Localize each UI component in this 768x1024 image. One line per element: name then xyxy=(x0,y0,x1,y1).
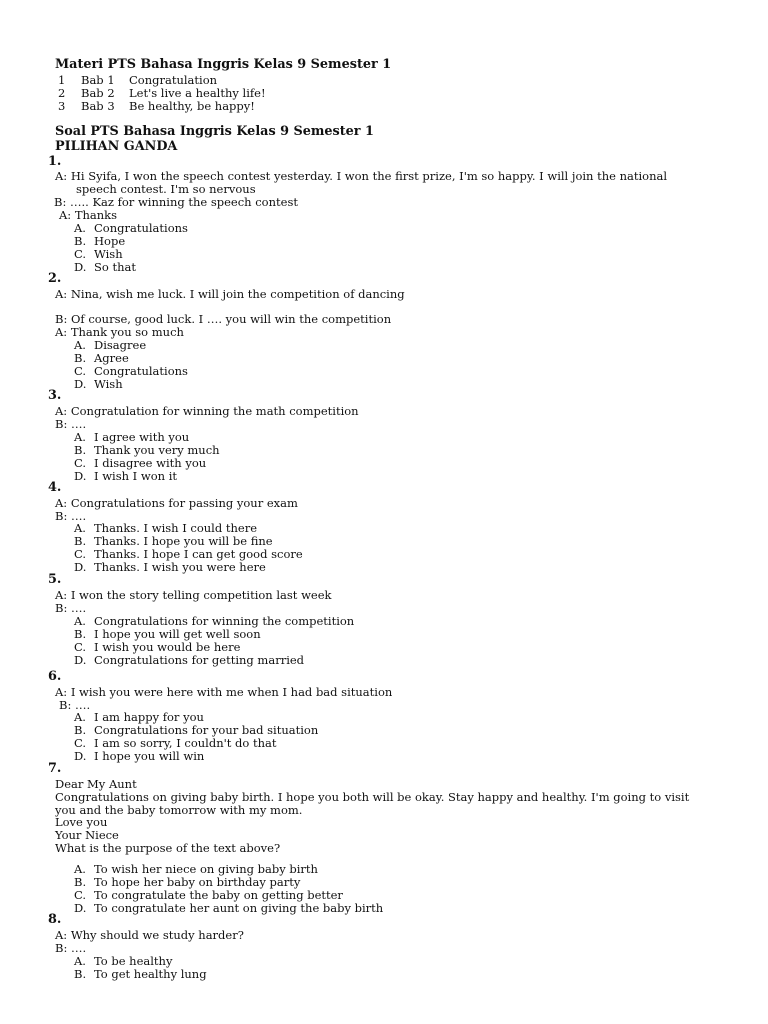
option-letter: B. xyxy=(74,875,87,889)
option-text: I disagree with you xyxy=(94,456,207,470)
option-letter: C. xyxy=(74,640,87,654)
option-text: I am happy for you xyxy=(94,710,204,724)
option-letter: D. xyxy=(74,653,87,667)
question-line: A: Congratulations for passing your exam xyxy=(55,496,298,510)
option-letter: A. xyxy=(74,338,86,352)
option-letter: A. xyxy=(74,430,86,444)
option-letter: A. xyxy=(74,221,86,235)
option-letter: A. xyxy=(74,954,86,968)
question-line: Congratulations on giving baby birth. I hope you both will be okay. Stay happy and healthy. I'm going to visit xyxy=(55,790,690,804)
question-number: 7. xyxy=(48,761,62,776)
option-text: To congratulate her aunt on giving the baby birth xyxy=(94,901,384,915)
option-letter: C. xyxy=(74,888,87,902)
question-line: B: ….. Kaz for winning the speech contest xyxy=(54,195,298,209)
question-line: B: …. xyxy=(55,509,87,523)
question-number: 4. xyxy=(48,480,62,495)
option-text: Agree xyxy=(94,351,129,365)
materi-item-bab: Bab 3 xyxy=(81,99,115,113)
question-line: What is the purpose of the text above? xyxy=(55,841,281,855)
option-text: Congratulations xyxy=(94,221,188,235)
materi-item-bab: Bab 2 xyxy=(81,86,115,100)
option-text: I wish you would be here xyxy=(94,640,241,654)
option-text: Congratulations for getting married xyxy=(94,653,305,667)
option-letter: D. xyxy=(74,901,87,915)
option-text: Wish xyxy=(94,377,123,391)
question-line: Dear My Aunt xyxy=(55,777,137,791)
materi-title: Materi PTS Bahasa Inggris Kelas 9 Semester 1 xyxy=(55,57,392,72)
option-text: To hope her baby on birthday party xyxy=(94,875,301,889)
question-number: 1. xyxy=(48,154,62,169)
option-letter: B. xyxy=(74,443,87,457)
section-heading: PILIHAN GANDA xyxy=(55,139,178,154)
option-letter: C. xyxy=(74,247,87,261)
question-number: 6. xyxy=(48,669,62,684)
option-letter: B. xyxy=(74,534,87,548)
question-line: Love you xyxy=(55,815,108,829)
question-number: 2. xyxy=(48,271,62,286)
option-text: Hope xyxy=(94,234,126,248)
option-text: I hope you will win xyxy=(94,749,205,763)
question-line: B: Of course, good luck. I …. you will win the competition xyxy=(55,312,392,326)
materi-item-bab: Bab 1 xyxy=(81,73,115,87)
option-text: I agree with you xyxy=(94,430,190,444)
option-letter: B. xyxy=(74,627,87,641)
option-text: Thanks. I hope I can get good score xyxy=(94,547,303,561)
question-line: A: Why should we study harder? xyxy=(55,928,244,942)
option-text: To congratulate the baby on getting better xyxy=(94,888,343,902)
option-text: Congratulations for winning the competition xyxy=(94,614,355,628)
soal-title: Soal PTS Bahasa Inggris Kelas 9 Semester 1 xyxy=(55,124,374,139)
question-line: B: …. xyxy=(59,698,91,712)
option-text: To wish her niece on giving baby birth xyxy=(94,862,318,876)
option-letter: D. xyxy=(74,260,87,274)
option-letter: B. xyxy=(74,351,87,365)
question-line: speech contest. I'm so nervous xyxy=(76,182,256,196)
question-line: A: I won the story telling competition last week xyxy=(55,588,332,602)
materi-item-no: 3 xyxy=(58,99,66,113)
option-letter: D. xyxy=(74,469,87,483)
option-text: Disagree xyxy=(94,338,147,352)
materi-item-no: 2 xyxy=(58,86,66,100)
option-text: Thank you very much xyxy=(94,443,220,457)
option-letter: B. xyxy=(74,967,87,981)
option-text: To get healthy lung xyxy=(94,967,207,981)
option-text: Thanks. I hope you will be fine xyxy=(94,534,273,548)
option-letter: C. xyxy=(74,364,87,378)
option-letter: D. xyxy=(74,377,87,391)
option-letter: C. xyxy=(74,736,87,750)
option-letter: D. xyxy=(74,749,87,763)
question-line: A: I wish you were here with me when I had bad situation xyxy=(55,685,393,699)
question-line: A: Nina, wish me luck. I will join the competition of dancing xyxy=(55,287,405,301)
option-letter: B. xyxy=(74,723,87,737)
option-text: I hope you will get well soon xyxy=(94,627,261,641)
question-line: B: …. xyxy=(55,417,87,431)
option-text: Wish xyxy=(94,247,123,261)
question-line: A: Congratulation for winning the math competition xyxy=(55,404,359,418)
option-letter: C. xyxy=(74,456,87,470)
materi-item-no: 1 xyxy=(58,73,66,87)
option-letter: C. xyxy=(74,547,87,561)
question-line: A: Hi Syifa, I won the speech contest yesterday. I won the first prize, I'm so happy. I will join the national xyxy=(55,169,668,183)
question-number: 5. xyxy=(48,572,62,587)
option-letter: A. xyxy=(74,862,86,876)
question-line: you and the baby tomorrow with my mom. xyxy=(55,803,303,817)
materi-item-topic: Be healthy, be happy! xyxy=(129,99,255,113)
question-line: A: Thank you so much xyxy=(55,325,184,339)
option-text: I am so sorry, I couldn't do that xyxy=(94,736,277,750)
option-letter: B. xyxy=(74,234,87,248)
materi-item-topic: Congratulation xyxy=(129,73,218,87)
option-text: I wish I won it xyxy=(94,469,178,483)
option-text: So that xyxy=(94,260,136,274)
option-text: Congratulations for your bad situation xyxy=(94,723,319,737)
question-line: A: Thanks xyxy=(59,208,118,222)
question-number: 3. xyxy=(48,388,62,403)
question-number: 8. xyxy=(48,912,62,927)
question-line: Your Niece xyxy=(55,828,119,842)
question-line: B: …. xyxy=(55,601,87,615)
materi-item-topic: Let's live a healthy life! xyxy=(129,86,266,100)
option-letter: A. xyxy=(74,614,86,628)
option-letter: A. xyxy=(74,710,86,724)
option-text: To be healthy xyxy=(94,954,173,968)
option-letter: D. xyxy=(74,560,87,574)
option-text: Congratulations xyxy=(94,364,188,378)
option-text: Thanks. I wish you were here xyxy=(94,560,266,574)
option-text: Thanks. I wish I could there xyxy=(94,521,258,535)
question-line: B: …. xyxy=(55,941,87,955)
option-letter: A. xyxy=(74,521,86,535)
